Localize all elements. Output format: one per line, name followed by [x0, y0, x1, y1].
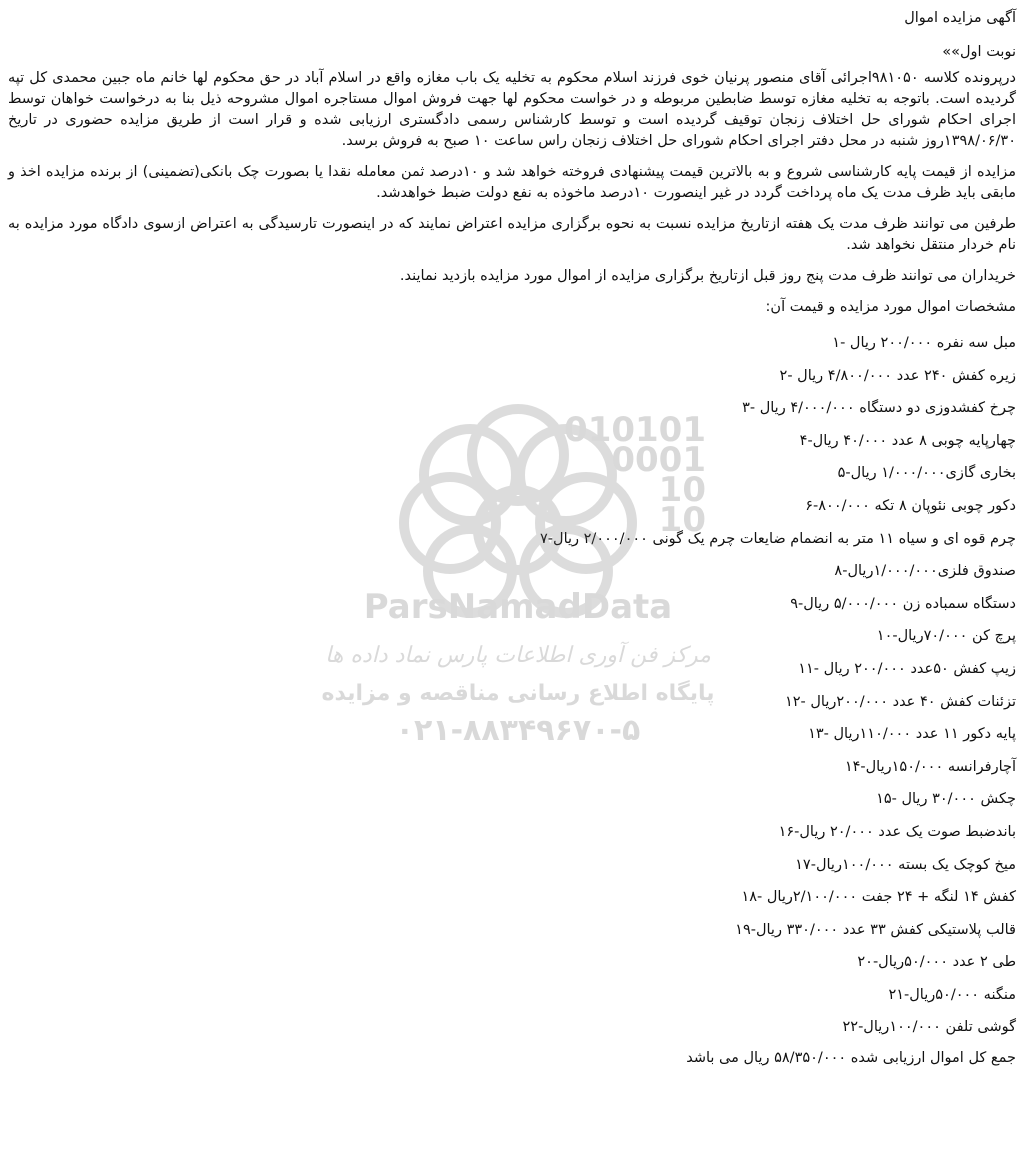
item-row: قالب پلاستیکی کفش ۳۳ عدد ۳۳۰/۰۰۰ ریال-۱۹ [735, 921, 1016, 938]
item-row: پایه دکور ۱۱ عدد ۱۱۰/۰۰۰ریال -۱۳ [808, 726, 1016, 743]
paragraph-case-details: درپرونده کلاسه ۹۸۱۰۵۰اجرائی آقای منصور پرنیان خوی فرزند اسلام محکوم به تخلیه یک باب مغازه واقع در اسلام آباد در حق محکوم لها خانم ماه جبین محمدی کل تپه گردیده است. باتوجه به تخلیه مغازه توسط ضابطین مربوطه و در خواست محکوم لها جهت فروش اموال مستاجره اموال مشروحه ذیل بنا به درخواست خواهان توسط اجرای احکام شورای حل اختلاف زنجان توقیف گردیده است و توسط کارشناس رسمی دادگستری ارزیابی شده و قرار است از طریق مزایده حضوری در تاریخ ۱۳۹۸/۰۶/۳۰روز شنبه در محل دفتر اجرای احکام شورای حل اختلاف زنجان راس ساعت ۱۰ صبح به فروش برسد. [8, 70, 1016, 149]
item-row: چکش ۳۰/۰۰۰ ریال -۱۵ [876, 791, 1016, 808]
item-row: چهارپایه چوبی ۸ عدد ۴۰/۰۰۰ ریال-۴ [799, 432, 1016, 449]
item-row: منگنه ۵۰/۰۰۰ریال-۲۱ [888, 986, 1016, 1003]
item-row: زیپ کفش ۵۰عدد ۲۰۰/۰۰۰ ریال -۱۱ [798, 660, 1016, 677]
item-row: طی ۲ عدد ۵۰/۰۰۰ریال-۲۰ [857, 954, 1016, 971]
notice-title: آگهی مزایده اموال [904, 10, 1016, 26]
item-row: چرم قوه ای و سیاه ۱۱ متر به انضمام ضایعات چرم یک گونی ۲/۰۰۰/۰۰۰ ریال-۷ [540, 530, 1016, 547]
item-row: گوشی تلفن ۱۰۰/۰۰۰ریال-۲۲ [842, 1019, 1016, 1036]
watermark-subtitle: پایگاه اطلاع رسانی مناقصه و مزایده [321, 681, 715, 706]
notice-round: نوبت اول»» [942, 44, 1016, 60]
item-row: بخاری گازی۱/۰۰۰/۰۰۰ ریال-۵ [837, 465, 1016, 482]
watermark-digits: 010101 0001 10 10 [564, 410, 706, 540]
item-row: تزئنات کفش ۴۰ عدد ۲۰۰/۰۰۰ریال -۱۲ [784, 693, 1016, 710]
paragraph-objection-terms: طرفین می توانند ظرف مدت یک هفته ازتاریخ مزایده نسبت به نحوه برگزاری مزایده اعتراض نمایند که در اینصورت تارسیدگی به اعتراض ازسوی دادگاه مورد مزایده به نام خردار منتقل نخواهد شد. [8, 216, 1016, 253]
paragraph-inspection-terms: خریداران می توانند ظرف مدت پنج روز قبل ازتاریخ برگزاری مزایده از اموال مورد مزایده بازدید نمایند. [399, 268, 1016, 284]
items-heading: مشخصات اموال مورد مزایده و قیمت آن: [765, 299, 1016, 315]
total-value: جمع کل اموال ارزیابی شده ۵۸/۳۵۰/۰۰۰ ریال می باشد [686, 1050, 1016, 1067]
items-list [8, 327, 1016, 1044]
item-row: صندوق فلزی۱/۰۰۰/۰۰۰ریال-۸ [834, 563, 1016, 580]
item-row: کفش ۱۴ لنگه + ۲۴ جفت ۲/۱۰۰/۰۰۰ریال -۱۸ [741, 889, 1016, 906]
item-row: باندضبط صوت یک عدد ۲۰/۰۰۰ ریال-۱۶ [778, 823, 1016, 840]
item-row: زیره کفش ۲۴۰ عدد ۴/۸۰۰/۰۰۰ ریال -۲ [779, 367, 1016, 384]
item-row: دکور چوبی نئوپان ۸ تکه ۸۰۰/۰۰۰-۶ [805, 497, 1016, 514]
item-row: میخ کوچک یک بسته ۱۰۰/۰۰۰ریال-۱۷ [795, 856, 1016, 873]
item-row: آچارفرانسه ۱۵۰/۰۰۰ریال-۱۴ [844, 758, 1016, 775]
watermark-tagline: مرکز فن آوری اطلاعات پارس نماد داده ها [325, 643, 711, 668]
item-row: دستگاه سمباده زن ۵/۰۰۰/۰۰۰ ریال-۹ [790, 595, 1016, 612]
watermark-phone: ۰۲۱-۸۸۳۴۹۶۷۰-۵ [395, 713, 641, 748]
item-row: مبل سه نفره ۲۰۰/۰۰۰ ریال -۱ [832, 335, 1016, 351]
item-row: پرچ کن ۷۰/۰۰۰ریال-۱۰ [876, 628, 1016, 645]
paragraph-bidding-terms: مزایده از قیمت پایه کارشناسی شروع و به بالاترین قیمت پیشنهادی فروخته خواهد شد و ۱۰درصد ثمن معامله نقدا یا بصورت چک بانکی(تضمینی) از برنده مزایده اخذ و مابقی باید ظرف مدت یک ماه پرداخت گردد در غیر اینصورت ۱۰درصد ماخوذه به نفع دولت ضبط خواهدشد. [8, 164, 1016, 201]
watermark-brand: ParsNamadData [363, 587, 673, 627]
item-row: چرخ کفشدوزی دو دستگاه ۴/۰۰۰/۰۰۰ ریال -۳ [742, 400, 1016, 417]
